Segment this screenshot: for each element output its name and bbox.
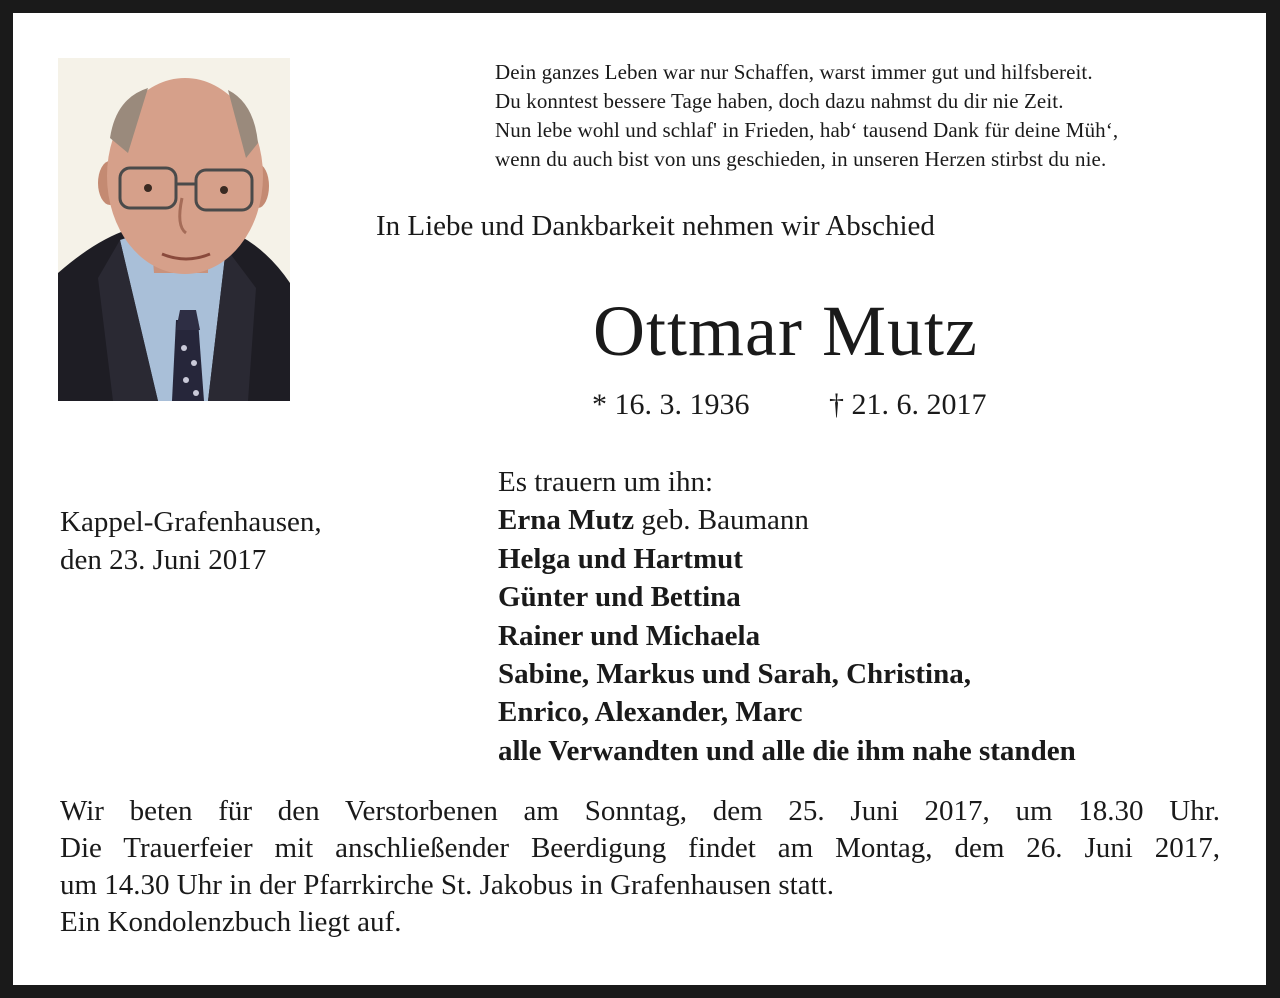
farewell-line: In Liebe und Dankbarkeit nehmen wir Abschied (376, 210, 935, 242)
mourner-line: Rainer und Michaela (498, 619, 761, 652)
poem (495, 58, 1118, 174)
service-announcement (60, 793, 1220, 941)
poem-line: Dein ganzes Leben war nur Schaffen, warst immer gut und hilfsbereit. (495, 60, 1093, 84)
mourner-line: alle Verwandten und alle die ihm nahe standen (498, 734, 1076, 767)
service-line: um 14.30 Uhr in der Pfarrkirche St. Jakobus in Grafenhausen statt. (60, 869, 834, 901)
poem-line: wenn du auch bist von uns geschieden, in unseren Herzen stirbst du nie. (495, 147, 1107, 171)
mourner-line: Enrico, Alexander, Marc (498, 696, 803, 729)
death-date: † 21. 6. 2017 (829, 388, 987, 421)
mourner-line: Sabine, Markus und Sarah, Christina, (498, 658, 971, 691)
portrait-photo (58, 58, 290, 401)
notice-date: den 23. Juni 2017 (60, 544, 267, 576)
deceased-name: Ottmar Mutz (593, 291, 978, 371)
poem-line: Du konntest bessere Tage haben, doch dazu nahmst du dir nie Zeit. (495, 89, 1064, 113)
widow-maiden-name: geb. Baumann (634, 504, 809, 537)
mourner-line: Günter und Bettina (498, 581, 741, 614)
place-date (60, 503, 322, 579)
place: Kappel-Grafenhausen, (60, 506, 322, 538)
mourners-list (498, 463, 1076, 770)
mourner-line: Helga und Hartmut (498, 542, 743, 575)
service-line: Wir beten für den Verstorbenen am Sonntag, dem 25. Juni 2017, um 18.30 Uhr. (60, 795, 1220, 827)
service-line: Ein Kondolenzbuch liegt auf. (60, 906, 402, 938)
service-line: Die Trauerfeier mit anschließender Beerdigung findet am Montag, dem 26. Juni 2017, (60, 832, 1220, 864)
mourners-intro: Es trauern um ihn: (498, 466, 714, 498)
widow-name: Erna Mutz (498, 504, 635, 537)
mourner-widow (498, 501, 1076, 539)
birth-date: * 16. 3. 1936 (592, 388, 750, 421)
poem-line: Nun lebe wohl und schlaf' in Frieden, hab‘ tausend Dank für deine Müh‘, (495, 118, 1119, 142)
